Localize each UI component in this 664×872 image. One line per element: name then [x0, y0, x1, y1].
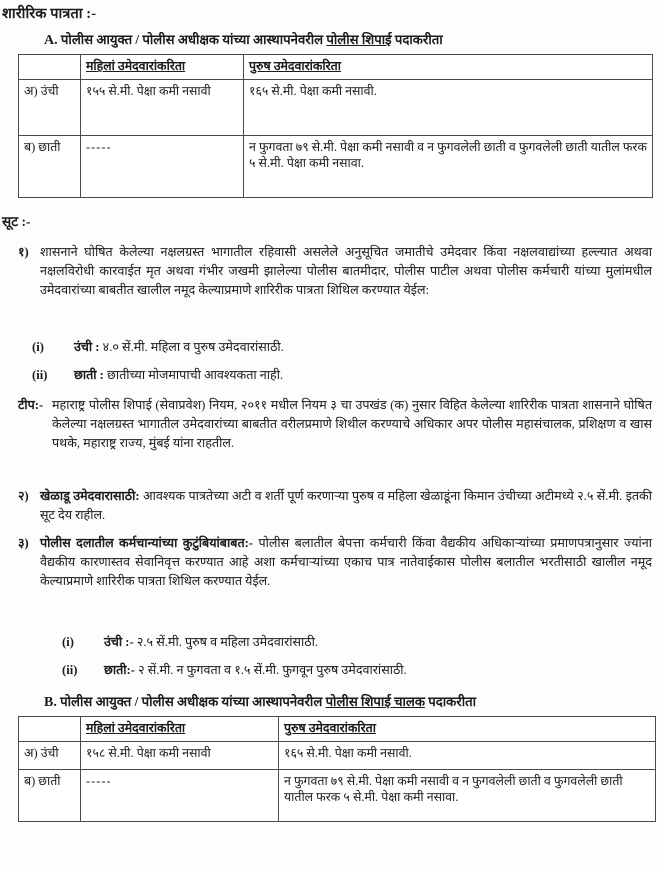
list-item — [18, 534, 652, 591]
table-a-header-male: पुरुष उमेदवारांकरिता — [244, 55, 653, 80]
sub-item-marker: (i) — [32, 340, 44, 354]
table-b-header-female: महिलां उमेदवारांकरिता — [81, 717, 279, 742]
exemption-1-subitems — [32, 338, 284, 394]
page-title: शारीरिक पात्रता :- — [2, 6, 97, 22]
exemption-item-2 — [18, 487, 652, 532]
table-row — [19, 79, 653, 135]
note-block — [18, 396, 652, 453]
list-item — [32, 338, 284, 357]
list-item-marker: १) — [18, 245, 29, 259]
table-a-header-blank — [19, 55, 81, 80]
table-row — [19, 741, 656, 769]
sub-item-marker: (ii) — [62, 662, 78, 677]
sub-item-label: छाती : — [74, 367, 104, 382]
section-a-heading-underlined: पोलीस शिपाई — [326, 32, 392, 47]
table-b-row0-label: अ) उंची — [19, 741, 81, 769]
section-b-heading-post: पदाकरीता — [424, 694, 477, 709]
table-b-header-male: पुरुष उमेदवारांकरिता — [279, 717, 656, 742]
table-a-header-female: महिलां उमेदवारांकरिता — [81, 55, 244, 80]
list-item-lead: खेळाडू उमेदवारासाठी: — [40, 489, 140, 503]
sub-item-text: ४.० सें.मी. महिला व पुरुष उमेदवारांसाठी. — [99, 340, 284, 354]
exemption-3-subitems — [62, 633, 407, 689]
section-b-heading-underlined: पोलीस शिपाई चालक — [325, 694, 425, 709]
section-a-letter: A. — [44, 33, 58, 48]
list-item — [62, 661, 407, 680]
sub-item-marker: (ii) — [32, 367, 48, 382]
list-item-marker: ३) — [18, 536, 29, 550]
list-item — [32, 366, 284, 385]
list-item-body: आवश्यक पात्रतेच्या अटी व शर्ती पूर्ण करणाऱ्या पुरुष व महिला खेळाडूंना किमान उंचीच्या अटीमध्ये २.५ सें.मी. इतकी सूट देय राहील. — [40, 489, 652, 523]
exemption-title: सूट :- — [2, 214, 31, 229]
exemption-item-3 — [18, 534, 652, 598]
sub-item-marker: (i) — [62, 635, 74, 649]
table-b-row1-female: ----- — [81, 769, 279, 821]
list-item-lead: पोलीस दलातील कर्मचान्यांच्या कुटुंबियांबाबत:- — [40, 536, 254, 550]
sub-item-label: उंची : — [74, 340, 100, 354]
section-b-heading — [44, 692, 476, 711]
table-header-row — [19, 717, 656, 742]
table-b-header-blank — [19, 717, 81, 742]
table-b-row0-female: १५८ से.मी. पेक्षा कमी नसावी — [81, 741, 279, 769]
table-row — [19, 769, 656, 821]
table-header-row — [19, 55, 653, 80]
table-a-row0-female: १५५ से.मी. पेक्षा कमी नसावी — [81, 79, 244, 135]
table-a-row1-label: ब) छाती — [19, 135, 81, 197]
list-item — [18, 487, 652, 525]
note-marker: टीप:- — [18, 398, 44, 412]
list-item — [62, 633, 407, 652]
table-b-row1-male: न फुगवता ७९ से.मी. पेक्षा कमी नसावी व न फुगवलेली छाती व फुगवलेली छाती यातील फरक ५ से.मी. पेक्षा कमी नसावा. — [279, 769, 656, 821]
table-section-b — [18, 716, 656, 822]
table-row — [19, 135, 653, 197]
note-text: महाराष्ट्र पोलीस शिपाई (सेवाप्रवेश) नियम, २०११ मधील नियम ३ चा उपखंड (क) नुसार विहित केलेल्या शारिरीक पात्रता शासनाने घोषित केलेल्या नक्षलग्रस्त भागातील उमेदवारांच्या बाबतीत वरीलप्रमाणे शिथील करण्याचे अधिकार अपर पोलीस महासंचालक, प्रशिक्षण व खास पथके, महाराष्ट्र राज्य, मुंबई यांना राहतील. — [52, 398, 652, 451]
list-item — [18, 243, 652, 300]
sub-item-text: छातीच्या मोजमापाची आवश्यकता नाही. — [103, 367, 284, 382]
list-item-body: पोलीस बलातील बेपत्ता कर्मचारी किंवा वैद्यकीय अधिकाऱ्यांच्या प्रमाणपत्रानुसार ज्यांना वैद्यकीय कारणास्तव सेवानिवृत्त करण्यात आहे अशा कर्मचाऱ्यांच्या एकाच पात्र नातेवाईकास पोलीस बलातील भरतीसाठी खालील नमूद केल्याप्रमाणे शारिरीक पात्रता शिथिल करण्यात येईल. — [40, 536, 653, 589]
list-item-marker: २) — [18, 489, 29, 503]
sub-item-text: २ सें.मी. न फुगवता व १.५ सें.मी. फुगवून पुरुष उमेदवारांसाठी. — [134, 662, 407, 677]
section-b-heading-pre: पोलीस आयुक्त / पोलीस अधीक्षक यांच्या आस्थापनेवरील — [60, 694, 326, 709]
section-b-letter: B. — [44, 695, 57, 710]
section-a-heading-pre: पोलीस आयुक्त / पोलीस अधीक्षक यांच्या आस्थापनेवरील — [60, 32, 327, 47]
sub-item-text: २.५ सें.मी. पुरुष व महिला उमेदवारांसाठी. — [133, 635, 318, 649]
exemption-item-1 — [18, 243, 652, 307]
section-a-heading — [44, 30, 443, 49]
table-a-row1-male: न फुगवता ७९ से.मी. पेक्षा कमी नसावी व न फुगवलेली छाती व फुगवलेली छाती यातील फरक ५ से.मी. पेक्षा कमी नसावा. — [244, 135, 653, 197]
table-a-row1-female: ----- — [81, 135, 244, 197]
list-item-text: शासनाने घोषित केलेल्या नक्षलग्रस्त भागातील रहिवासी असलेले अनुसूचित जमातीचे उमेदवार किंवा नक्षलवाद्यांच्या हल्ल्यात अथवा नक्षलविरोधी कारवाईत मृत अथवा गंभीर जखमी झालेल्या पोलीस बातमीदार, पोलीस पाटील अथवा पोलीस कर्मचारी यांच्या मुलांमधील उमेदवारांच्या बाबतीत खालील नमूद केल्याप्रमाणे शारिरीक पात्रता शिथिल करण्यात येईल: — [40, 245, 652, 298]
sub-item-label: उंची :- — [104, 635, 134, 649]
sub-item-label: छाती:- — [104, 662, 135, 677]
table-b-row0-male: १६५ से.मी. पेक्षा कमी नसावी. — [279, 741, 656, 769]
list-item-text — [40, 487, 652, 525]
table-a-row0-male: १६५ से.मी. पेक्षा कमी नसावी. — [244, 79, 653, 135]
table-b-row1-label: ब) छाती — [19, 769, 81, 821]
section-a-heading-post: पदाकरीता — [391, 32, 443, 47]
table-section-a — [18, 54, 653, 198]
list-item-text — [40, 534, 652, 591]
table-a-row0-label: अ) उंची — [19, 79, 81, 135]
